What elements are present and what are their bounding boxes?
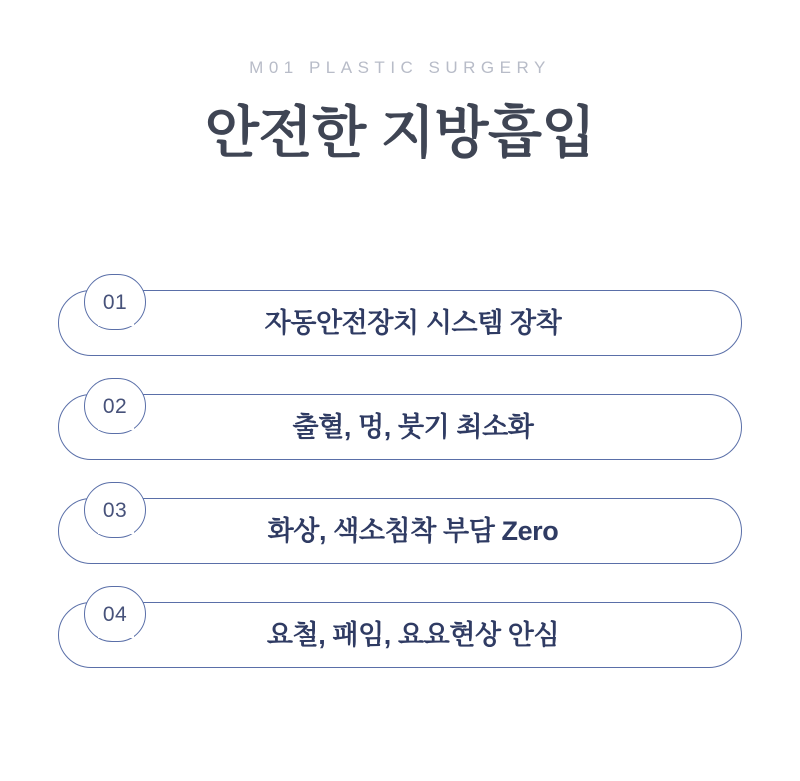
list-item	[58, 482, 742, 564]
feature-label: 자동안전장치 시스템 장착	[264, 307, 562, 338]
badge-mask	[98, 626, 134, 638]
badge-mask	[98, 418, 134, 430]
feature-label: 출혈, 멍, 붓기 최소화	[292, 411, 534, 442]
feature-number: 01	[102, 290, 128, 314]
feature-number: 04	[102, 602, 128, 626]
feature-label: 요철, 패임, 요요현상 안심	[266, 619, 560, 650]
feature-pill	[58, 394, 742, 460]
feature-number: 02	[102, 394, 128, 418]
badge-mask	[98, 522, 134, 534]
feature-pill	[58, 498, 742, 564]
feature-number: 03	[102, 498, 128, 522]
feature-pill	[58, 290, 742, 356]
badge-mask	[98, 314, 134, 326]
page-header	[0, 0, 800, 166]
list-item	[58, 378, 742, 460]
list-item	[58, 274, 742, 356]
page-title: 안전한 지방흡입	[204, 101, 596, 165]
feature-pill	[58, 602, 742, 668]
brand-eyebrow: M01 PLASTIC SURGERY	[249, 58, 551, 77]
feature-list	[58, 274, 742, 668]
list-item	[58, 586, 742, 668]
feature-label: 화상, 색소침착 부담 Zero	[267, 515, 559, 546]
